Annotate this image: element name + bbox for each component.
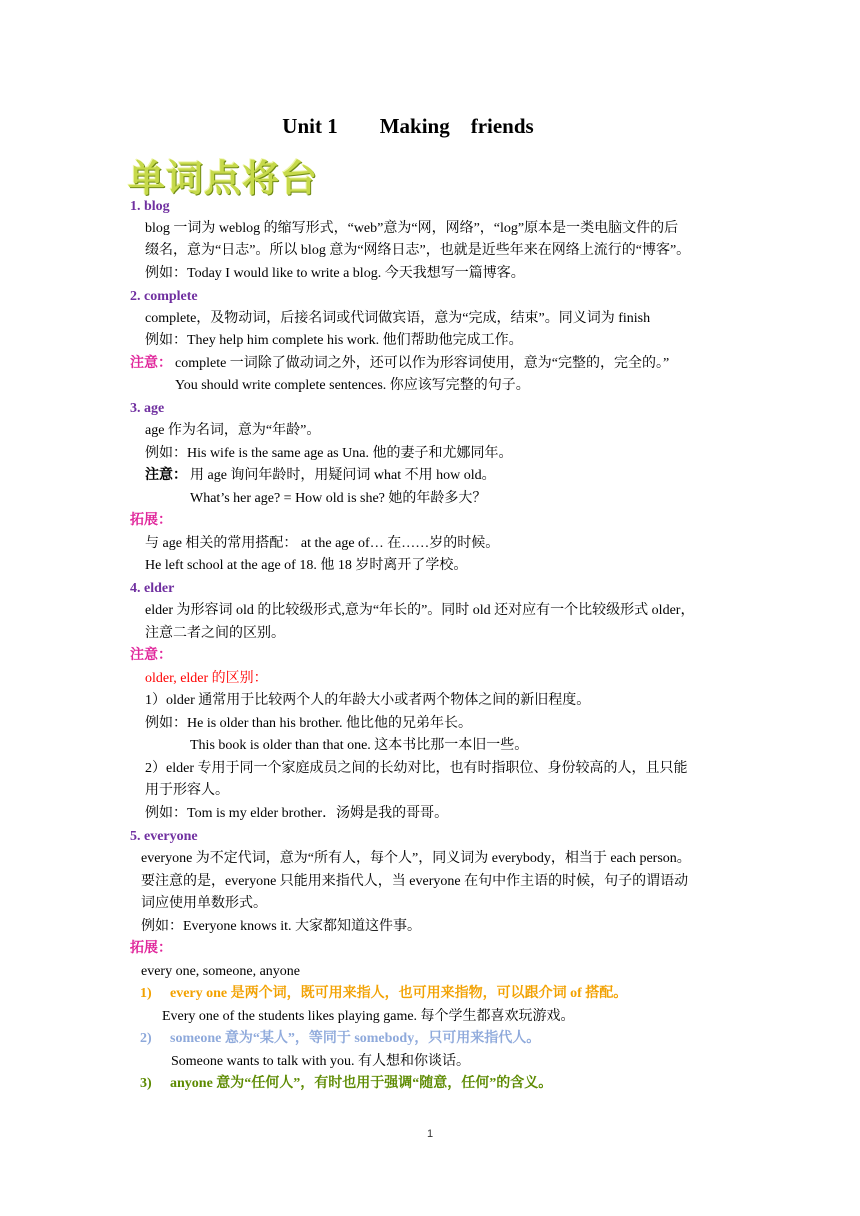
- text-line: complete，及物动词，后接名词或代词做宾语，意为“完成，结束”。同义词为 finish: [145, 311, 651, 326]
- text-line: He left school at the age of 18. 他 18 岁时离开了学校。: [145, 558, 468, 573]
- section-banner: 单词点将台: [128, 157, 318, 200]
- text-line: age 作为名词，意为“年龄”。: [145, 423, 321, 438]
- text-line: 与 age 相关的常用搭配： at the age of… 在……岁的时候。: [145, 536, 500, 551]
- text-line: 要注意的是，everyone 只能用来指代人，当 everyone 在句中作主语的时候，句子的谓语动: [141, 874, 689, 889]
- text-line: 例如：He is older than his brother. 他比他的兄弟年长。: [145, 716, 473, 731]
- text-line: every one, someone, anyone: [141, 964, 300, 979]
- page-number: 1: [426, 1128, 434, 1140]
- text-line: 注意二者之间的区别。: [145, 626, 285, 641]
- text-line: You should write complete sentences. 你应该写完整的句子。: [175, 378, 530, 393]
- text-line: Someone wants to talk with you. 有人想和你谈话。: [171, 1054, 471, 1069]
- item-number: 3): [140, 1076, 152, 1091]
- section-heading: 注意：: [130, 648, 172, 663]
- text-line: 缀名，意为“日志”。所以 blog 意为“网络日志”，也就是近些年来在网络上流行的“博客”。: [145, 243, 691, 258]
- text-line: This book is older than that one. 这本书比那一本旧一些。: [190, 738, 529, 753]
- section-heading: 注意：: [130, 356, 172, 371]
- section-heading: 5. everyone: [130, 829, 198, 844]
- text-line: older, elder 的区别：: [145, 671, 268, 686]
- text-line: 注意：: [145, 468, 187, 483]
- text-line: 例如：Today I would like to write a blog. 今天我想写一篇博客。: [145, 266, 525, 281]
- item-text: every one 是两个词，既可用来指人，也可用来指物，可以跟介词 of 搭配。: [170, 986, 628, 1001]
- item-text: anyone 意为“任何人”，有时也用于强调“随意，任何”的含义。: [170, 1076, 553, 1091]
- item-number: 2): [140, 1031, 152, 1046]
- numbered-item: [140, 1074, 552, 1094]
- text-line: What’s her age? = How old is she? 她的年龄多大？: [190, 491, 487, 506]
- text-line: 用 age 询问年龄时，用疑问词 what 不用 how old。: [190, 468, 496, 483]
- section-heading: 拓展：: [130, 941, 172, 956]
- section-heading: 2. complete: [130, 289, 198, 304]
- text-line: 1）older 通常用于比较两个人的年龄大小或者两个物体之间的新旧程度。: [145, 693, 591, 708]
- text-line: 例如：Tom is my elder brother．汤姆是我的哥哥。: [145, 806, 449, 821]
- text-line: everyone 为不定代词，意为“所有人，每个人”，同义词为 everybody，相当于 each person。: [141, 851, 691, 866]
- text-line: 词应使用单数形式。: [141, 896, 267, 911]
- section-heading: 3. age: [130, 401, 165, 416]
- text-line: complete 一词除了做动词之外，还可以作为形容词使用，意为“完整的，完全的。”: [175, 356, 670, 371]
- section-heading: 1. blog: [130, 199, 170, 214]
- text-line: 2）elder 专用于同一个家庭成员之间的长幼对比，也有时指职位、身份较高的人，且只能: [145, 761, 688, 776]
- text-line: 用于形容人。: [145, 783, 229, 798]
- item-text: someone 意为“某人”，等同于 somebody，只可用来指代人。: [170, 1031, 541, 1046]
- text-line: elder 为形容词 old 的比较级形式,意为“年长的”。同时 old 还对应有一个比较级形式 older，: [145, 603, 695, 618]
- section-heading: 4. elder: [130, 581, 175, 596]
- text-line: 例如：They help him complete his work. 他们帮助他完成工作。: [145, 333, 523, 348]
- numbered-item: [140, 984, 627, 1004]
- text-line: Every one of the students likes playing game. 每个学生都喜欢玩游戏。: [162, 1009, 575, 1024]
- section-heading: 拓展：: [130, 513, 172, 528]
- text-line: 例如：Everyone knows it. 大家都知道这件事。: [141, 919, 421, 934]
- text-line: blog 一词为 weblog 的缩写形式，“web”意为“网，网络”，“log”原本是一类电脑文件的后: [145, 221, 679, 236]
- item-number: 1): [140, 986, 152, 1001]
- page-title: Unit 1 Making friends: [282, 114, 534, 138]
- text-line: 例如：His wife is the same age as Una. 他的妻子和尤娜同年。: [145, 446, 513, 461]
- numbered-item: [140, 1029, 540, 1049]
